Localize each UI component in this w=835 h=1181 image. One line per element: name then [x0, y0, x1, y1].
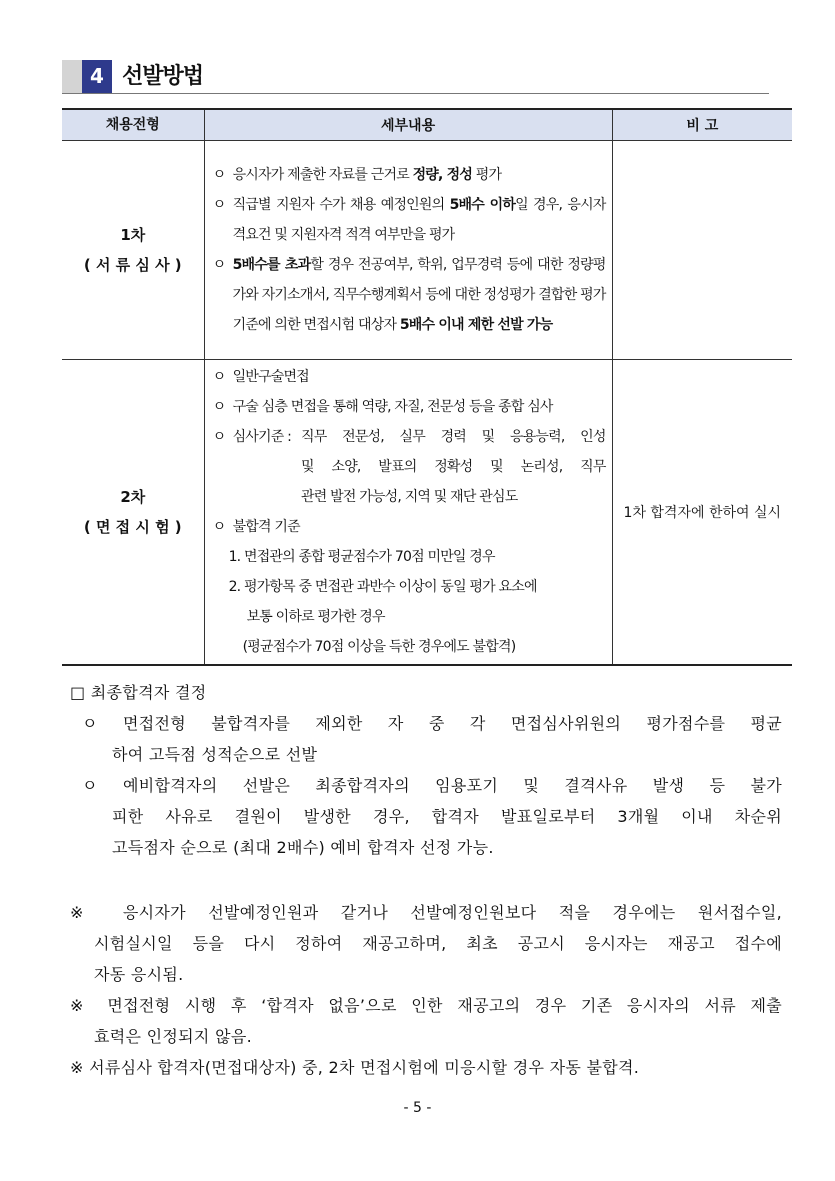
- list-item: ㅇ 구술 심층 면접을 통해 역량, 자질, 전문성 등을 종합 심사: [212, 399, 553, 415]
- selection-table: [62, 108, 792, 666]
- note1-line3: 자동 응시됨.: [94, 965, 184, 984]
- fail-criterion-2-cont: 보통 이하로 평가한 경우: [246, 609, 385, 625]
- list-item: ㅇ 불합격 기준: [212, 519, 300, 535]
- final-p2-line1: ㅇ 예비합격자의 선발은 최종합격자의 임용포기 및 결격사유 발생 등 불가: [82, 776, 782, 795]
- header-rule: [62, 93, 769, 94]
- final-p2-line3: 고득점자 순으로 (최대 2배수) 예비 합격자 선정 가능.: [112, 838, 494, 857]
- final-section: [70, 677, 782, 863]
- section-header: [62, 60, 769, 94]
- final-p1-line2: 하여 고득점 성적순으로 선발: [112, 745, 318, 764]
- criteria-block: 심사기준 : 직무 전문성, 실무 경력 및 응용능력, 인성 및 소양, 발표의 정확성 및 논리성, 직무 관련 발전 가능성, 지역 및 재단 관심도: [233, 422, 606, 512]
- header-stage: 채용전형: [62, 109, 204, 141]
- final-p1-line1: ㅇ 면접전형 불합격자를 제외한 자 중 각 면접심사위원의 평가점수를 평균: [82, 714, 782, 733]
- stage-cell: [62, 360, 204, 666]
- fail-note: (평균점수가 70점 이상을 득한 경우에도 불합격): [242, 639, 516, 655]
- list-item: ㅇ 일반구술면접: [212, 369, 309, 385]
- list-item: ㅇ 심사기준 : 직무 전문성, 실무 경력 및 응용능력, 인성 및 소양, 발표의 정확성 및 논리성, 직무 관련 발전 가능성, 지역 및 재단 관심도: [213, 422, 606, 512]
- section-title: 선발방법: [122, 64, 204, 89]
- note1-line1: ※ 응시자가 선발예정인원과 같거나 선발예정인원보다 적을 경우에는 원서접수일,: [70, 903, 782, 922]
- section-number: 4: [82, 60, 112, 93]
- note1-line2: 시험실시일 등을 다시 정하여 재공고하며, 최초 공고시 응시자는 재공고 접수에: [94, 934, 782, 953]
- table-row: [62, 141, 792, 360]
- table-row: [62, 360, 792, 666]
- list-item: ㅇ 직급별 지원자 수가 채용 예정인원의 5배수 이하일 경우, 응시자격요건 및 지원자격 적격 여부만을 평가: [212, 197, 606, 243]
- criteria-label: 심사기준 :: [232, 429, 292, 445]
- details-cell: [204, 141, 612, 360]
- stage-cell: [62, 141, 204, 360]
- header-note: 비 고: [612, 109, 792, 141]
- list-item: ㅇ 응시자가 제출한 자료를 근거로 정량, 정성 평가: [212, 167, 502, 183]
- fail-criterion-1: 1. 면접관의 종합 평균점수가 70점 미만일 경우: [228, 549, 495, 565]
- note-cell: 1차 합격자에 한하여 실시: [612, 360, 792, 666]
- stage-sub: ( 면 접 시 험 ): [83, 518, 182, 536]
- stage-name: 1차: [120, 226, 146, 244]
- final-p2-line2: 피한 사유로 결원이 발생한 경우, 합격자 발표일로부터 3개월 이내 차순위: [112, 807, 782, 826]
- stage-name: 2차: [120, 488, 146, 506]
- note-cell: [612, 141, 792, 360]
- header-details: 세부내용: [204, 109, 612, 141]
- stage-sub: ( 서 류 심 사 ): [83, 256, 182, 274]
- list-item: ㅇ 5배수를 초과할 경우 전공여부, 학위, 업무경력 등에 대한 정량평가와 자기소개서, 직무수행계획서 등에 대한 정성평가 결합한 평가기준에 의한 면접시험 대상자 5배수 이내 제한 선발 가능: [212, 257, 606, 333]
- page-number: - 5 -: [403, 1100, 432, 1116]
- notes-section: [70, 897, 782, 1083]
- final-heading: □ 최종합격자 결정: [70, 683, 207, 702]
- fail-criterion-2: 2. 평가항목 중 면접관 과반수 이상이 동일 평가 요소에: [228, 579, 537, 595]
- note3: ※ 서류심사 합격자(면접대상자) 중, 2차 면접시험에 미응시할 경우 자동 불합격.: [70, 1058, 640, 1077]
- note2-line1: ※ 면접전형 시행 후 ‘합격자 없음’으로 인한 재공고의 경우 기존 응시자의 서류 제출: [70, 996, 782, 1015]
- header-accent: [62, 60, 82, 93]
- note2-line2: 효력은 인정되지 않음.: [94, 1027, 252, 1046]
- details-cell: [204, 360, 612, 666]
